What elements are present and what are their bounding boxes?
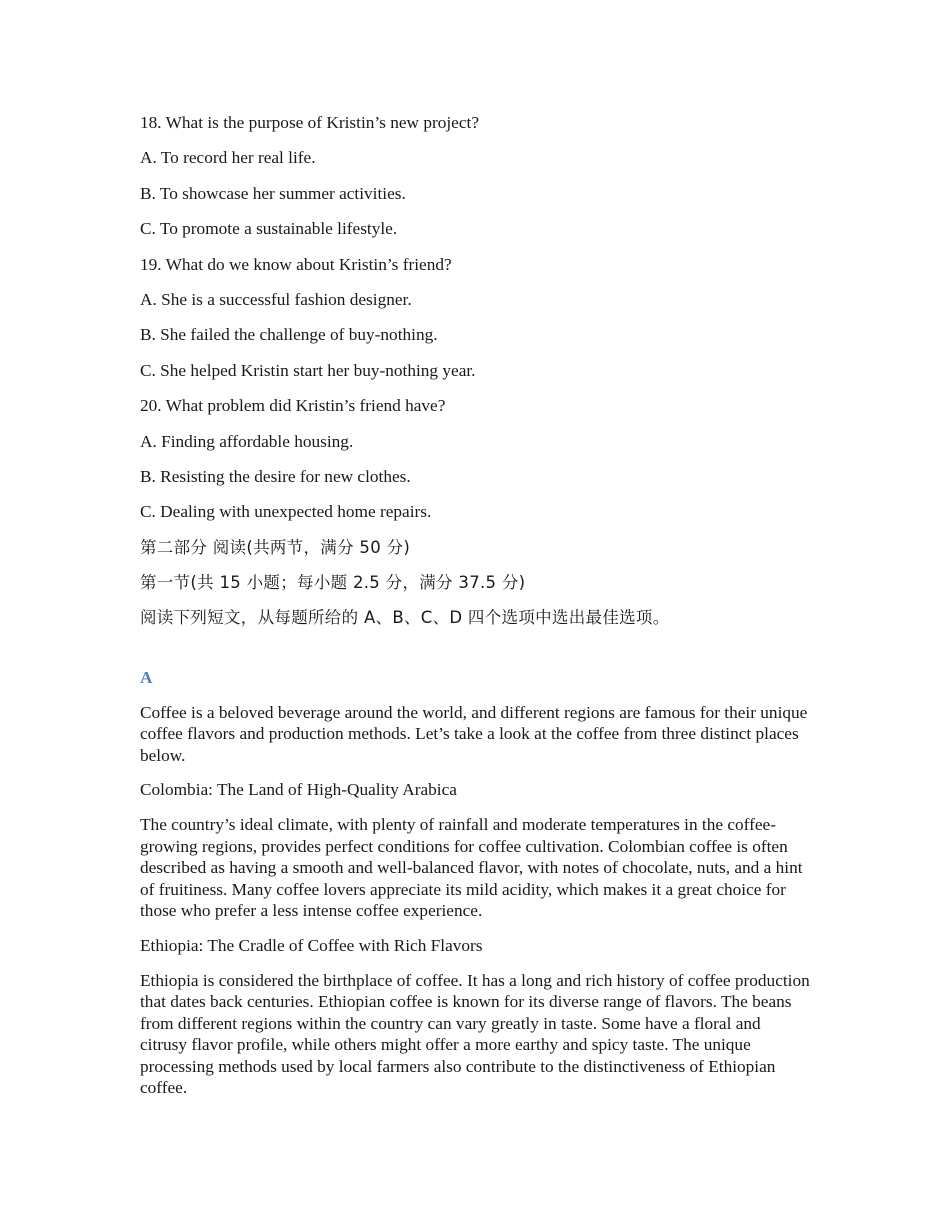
question-stem: 20. What problem did Kristin’s friend have?	[140, 396, 446, 416]
question-18	[140, 112, 810, 254]
ethiopia-heading: Ethiopia: The Cradle of Coffee with Rich Flavors	[140, 935, 483, 955]
question-option: B. Resisting the desire for new clothes.	[140, 466, 411, 486]
spacer	[140, 643, 810, 667]
colombia-heading: Colombia: The Land of High-Quality Arabica	[140, 780, 457, 800]
question-option: C. She helped Kristin start her buy-nothing year.	[140, 360, 476, 380]
part-two-title: 第二部分 阅读(共两节，满分 50 分)	[140, 537, 411, 557]
reading-instruction: 阅读下列短文，从每题所给的 A、B、C、D 四个选项中选出最佳选项。	[140, 608, 670, 628]
colombia-paragraph: The country’s ideal climate, with plenty of rainfall and moderate temperatures in the coffee-growing regions, provides perfect conditions for coffee cultivation. Colombian coffee is often described as having a smooth and well-balanced flavor, with notes of chocolate, nuts, and a hint of fruitiness. Many coffee lovers appreciate its mild acidity, which makes it a great choice for those who prefer a less intense coffee experience.	[140, 815, 803, 921]
question-option: A. Finding affordable housing.	[140, 431, 354, 451]
passage-intro: Coffee is a beloved beverage around the world, and different regions are famous for their unique coffee flavors and production methods. Let’s take a look at the coffee from three distinct places below.	[140, 702, 808, 765]
question-option: A. She is a successful fashion designer.	[140, 289, 412, 309]
question-stem: 18. What is the purpose of Kristin’s new project?	[140, 113, 479, 132]
ethiopia-paragraph: Ethiopia is considered the birthplace of coffee. It has a long and rich history of coffee production that dates back centuries. Ethiopian coffee is known for its diverse range of flavors. The beans from different regions within the country can vary greatly in taste. Some have a floral and citrusy flavor profile, while others might offer a more earthy and spicy taste. The unique processing methods used by local farmers also contribute to the distinctiveness of Ethiopian coffee.	[140, 970, 810, 1098]
question-19	[140, 254, 810, 396]
question-20	[140, 395, 810, 537]
passage-letter: A	[140, 667, 153, 687]
question-option: B. She failed the challenge of buy-nothing.	[140, 325, 438, 345]
document-page	[140, 112, 810, 1112]
question-option: C. To promote a sustainable lifestyle.	[140, 219, 398, 239]
section-one-title: 第一节(共 15 小题；每小题 2.5 分，满分 37.5 分)	[140, 573, 526, 593]
question-option: A. To record her real life.	[140, 148, 316, 168]
question-stem: 19. What do we know about Kristin’s friend?	[140, 254, 452, 274]
question-option: B. To showcase her summer activities.	[140, 183, 406, 203]
question-option: C. Dealing with unexpected home repairs.	[140, 502, 432, 522]
